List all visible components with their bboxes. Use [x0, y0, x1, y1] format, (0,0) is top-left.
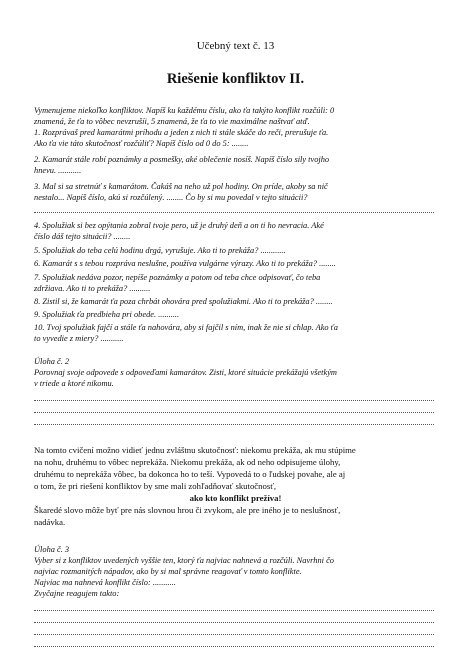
para-line: o tom, že pri riešení konfliktov by sme mali zohľadňovať skutočnosť, — [34, 481, 277, 491]
task3-line: najviac rozmanitých nápadov, ako by si mal správne reagovať v tomto konflikte. — [34, 567, 302, 576]
task3-line: Najviac ma nahnevá konflikt číslo: ........... — [34, 578, 176, 587]
para-line: na nohu, druhému to vôbec neprekáža. Niekomu prekáža, ak od neho odpisujeme úlohy, — [34, 457, 341, 467]
answer-line — [34, 646, 434, 647]
para-line: nadávka. — [34, 517, 66, 527]
task2-line: Porovnaj svoje odpovede s odpoveďami kamarátov. Zisti, ktoré situácie prekážajú všetkým — [34, 368, 337, 377]
answer-line — [34, 610, 434, 611]
intro-line: znamená, že ťa to vôbec nevzrušíi, 5 znamená, že ťa to vie maximálne naštvať atď. — [34, 117, 310, 126]
item-line: 10. Tvoj spolužiak fajčí a stále ťa nahovára, aby si fajčil s ním, inak že nie si chlap. Ako ťa — [34, 323, 338, 332]
item-line: 8. Zistil si, že kamarát ťa poza chrbát ohovára pred spolužiakmi. Ako ti to prekáža? ........ — [34, 297, 333, 306]
para-emphasis: ako kto konflikt prežíva! — [189, 493, 282, 503]
item-line: to vyvedie z miery? ........... — [34, 334, 124, 343]
answer-line — [34, 424, 434, 425]
answer-line — [34, 622, 434, 623]
answer-line — [34, 634, 434, 635]
answer-line — [34, 212, 434, 213]
task3-heading: Úloha č. 3 — [34, 545, 70, 554]
intro-line: 2. Kamarát stále robí poznámky a posmešky, aké oblečenie nosíš. Napíš číslo sily tvojho — [34, 155, 330, 164]
intro-line: nestalo... Napíš číslo, akú si rozčúlený. ........ Čo by si mu povedal v tejto situácii? — [34, 193, 308, 202]
item-line: zdržiava. Ako ti to prekáža? .......... — [34, 284, 151, 293]
task2-line: v triede a ktoré nikomu. — [34, 379, 114, 388]
task3-line: Vyber si z konfliktov uvedených vyššie ten, ktorý ťa najviac nahnevá a rozčúli. Navrhni čo — [34, 556, 334, 565]
item-line: 4. Spolužiak si bez opýtania zobral tvoje pero, už je druhý deň a on ti ho nevracia. Aké — [34, 221, 324, 230]
page-title: Riešenie konfliktov II. — [166, 71, 305, 87]
para-line: Škaredé slovo môže byť pre nás slovnou hrou či zvykom, ale pre iného je to neslušnosť, — [34, 505, 341, 515]
task3-line: Zvyčajne reagujem takto: — [34, 589, 120, 598]
intro-line: 1. Rozprávaš pred kamarátmi príhodu a jeden z nich ti stále skáče do reči, prerušuje ťa. — [34, 128, 329, 137]
item-line: 7. Spolužiak nedáva pozor, nepíše poznámky a potom od teba chce odpisovať, čo teba — [34, 273, 321, 282]
task2-heading: Úloha č. 2 — [34, 357, 70, 366]
intro-line: 3. Mal si sa stretnúť s kamarátom. Čakáš na neho už pol hodiny. On príde, akoby sa nič — [34, 182, 328, 191]
intro-line: Ako ťa vie táto skutočnosť rozčúliť? Napíš číslo od 0 do 5: ........ — [34, 139, 249, 148]
item-line: 9. Spolužiak ťa predbieha pri obede. .......... — [34, 310, 180, 319]
answer-line — [34, 400, 434, 401]
worksheet-header: Učebný text č. 13 — [196, 40, 275, 52]
item-line: 5. Spolužiak do teba celú hodinu drgá, vyrušuje. Ako ti to prekáža? ............ — [34, 246, 286, 255]
para-line: Na tomto cvičení možno vidieť jednu zvláštnu skutočnosť: niekomu prekáža, ak mu stúpime — [34, 445, 356, 455]
item-line: 6. Kamarát s s tebou rozpráva neslušne, používa vulgárne výrazy. Ako ti to prekáža? ........ — [34, 259, 336, 268]
answer-line — [34, 412, 434, 413]
item-line: číslo dáš tejto situácii? ........ — [34, 232, 131, 241]
intro-line: hnevu. ........... — [34, 166, 82, 175]
intro-line: Vymenujeme niekoľko konfliktov. Napíš ku každému číslu, ako ťa takýto konflikt rozčúli: 0 — [34, 106, 335, 115]
para-line: druhému to neprekáža vôbec, ba dokonca ho to teší. Vypovedá to o ľudskej povahe, ale aj — [34, 469, 346, 479]
